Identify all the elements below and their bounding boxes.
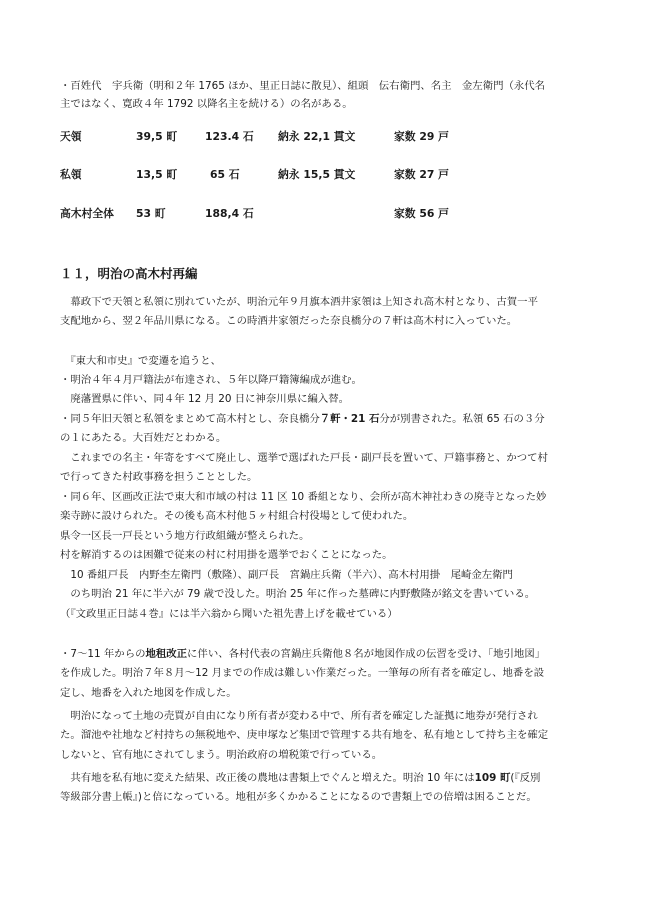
- row-koku: 65 石: [210, 168, 240, 181]
- paragraph-line: [60, 771, 600, 785]
- section-heading: １１，明治の高木村再編: [60, 266, 198, 281]
- paragraph-line: のち明治 21 年に半六が 79 歳で没した。明治 25 年に作った墓碑に内野敷隆が銘文を書いている。: [60, 588, 536, 600]
- row-tax: 納永 15,5 貫文: [278, 168, 356, 181]
- paragraph-line: 楽寺跡に設けられた。その後も高木村他５ヶ村組合村役場として使われた。: [60, 510, 414, 522]
- line-text: に伴い、各村代表の宮鍋庄兵衛他８名が地図作成の伝習を受け、「地引地図」: [187, 648, 546, 660]
- paragraph-line: 幕政下で天領と私領に別れていたが、明治元年９月旗本酒井家領は上知され高木村となり、古賀一平: [60, 296, 538, 308]
- paragraph-line: 県令一区長一戸長という地方行政組織が整えられた。: [60, 530, 310, 542]
- emphasis-text: 109 町: [474, 772, 511, 784]
- paragraph-line: [60, 647, 600, 661]
- paragraph-line: を作成した。明治７年８月～12 月までの作成は難しい作業だった。一筆毎の所有者を確定し、地番を設: [60, 667, 545, 679]
- paragraph-line: これまでの名主・年寄をすべて廃止し、選挙で選ばれた戸長・副戸長を置いて、戸籍事務と、かつて村: [60, 452, 548, 464]
- paragraph-line: 明治になって土地の売買が自由になり所有者が変わる中で、所有者を確定した証拠に地券が発行され: [60, 710, 538, 722]
- paragraph-line: で行ってきた村政事務を担うこととした。: [60, 471, 258, 483]
- line-text: 分が別書された。私領 65 石の３分: [379, 413, 545, 425]
- table-row: [60, 130, 600, 144]
- line-text: ・同５年旧天領と私領をまとめて高木村とし、奈良橋分: [60, 413, 320, 425]
- row-houses: 家数 27 戸: [394, 168, 449, 181]
- table-row: [60, 168, 600, 182]
- row-area: 53 町: [136, 207, 166, 220]
- row-houses: 家数 29 戸: [394, 130, 449, 143]
- line-text: ・7～11 年からの: [60, 648, 146, 660]
- row-area: 13,5 町: [136, 168, 178, 181]
- paragraph-line: の１にあたる。大百姓だとわかる。: [60, 432, 227, 444]
- row-name: 私領: [60, 168, 82, 181]
- row-koku: 123.4 石: [205, 130, 254, 143]
- row-name: 天領: [60, 130, 82, 143]
- paragraph-line: た。溜池や社地など村持ちの無税地や、庚申塚など集団で管理する共有地を、私有地として持ち主を確定: [60, 729, 549, 741]
- line-text: 共有地を私有地に変えた結果、改正後の農地は書類上でぐんと増えた。明治 10 年には: [60, 772, 475, 784]
- row-tax: 納永 22,1 貫文: [278, 130, 356, 143]
- paragraph-line: ・同６年、区画改正法で東大和市域の村は 11 区 10 番組となり、会所が高木神社わきの廃寺となった妙: [60, 491, 547, 503]
- paragraph-line: （『文政里正日誌４巻』には半六翁から聞いた祖先書上げを載せている）: [60, 608, 398, 620]
- row-koku: 188,4 石: [205, 207, 254, 220]
- paragraph-line: 廃藩置県に伴い、同４年 12 月 20 日に神奈川県に編入替。: [60, 393, 350, 405]
- paragraph-line: 10 番組戸長 内野杢左衛門（敷隆）、副戸長 宮鍋庄兵衛（半六）、高木村用掛 尾崎金左衛門: [60, 569, 513, 581]
- paragraph-line: [60, 412, 600, 426]
- paragraph-line: ・明治４年４月戸籍法が布達され、５年以降戸籍簿編成が進む。: [60, 374, 362, 386]
- intro-line-1: ・百姓代 宇兵衛（明和２年 1765 ほか、里正日誌に散見）、組頭 伝右衛門、名主 金左衛門（永代名: [60, 80, 546, 92]
- reference-line: 『東大和市史』で変遷を追うと、: [60, 355, 222, 367]
- paragraph-line: 支配地から、翌２年品川県になる。この時酒井家領だった奈良橋分の７軒は高木村に入っていた。: [60, 315, 518, 327]
- intro-line-2: 主ではなく、寛政４年 1792 以降名主を続ける）の名がある。: [60, 98, 353, 110]
- emphasis-text: 地租改正: [145, 648, 188, 660]
- row-houses: 家数 56 戸: [394, 207, 449, 220]
- paragraph-line: 等級部分書上帳』)と倍になっている。地租が多くかかることになるので書類上での倍増は困ることだ。: [60, 791, 537, 803]
- emphasis-text: ７軒・21 石: [319, 413, 380, 425]
- table-row: [60, 207, 600, 221]
- paragraph-line: 定し、地番を入れた地図を作成した。: [60, 687, 237, 699]
- paragraph-line: しないと、官有地にされてしまう。明治政府の増税策で行っている。: [60, 749, 383, 761]
- row-area: 39,5 町: [136, 130, 178, 143]
- line-text: (『反別: [510, 772, 541, 784]
- row-name: 高木村全体: [60, 207, 114, 220]
- paragraph-line: 村を解消するのは困難で従来の村に村用掛を選挙でおくことになった。: [60, 549, 393, 561]
